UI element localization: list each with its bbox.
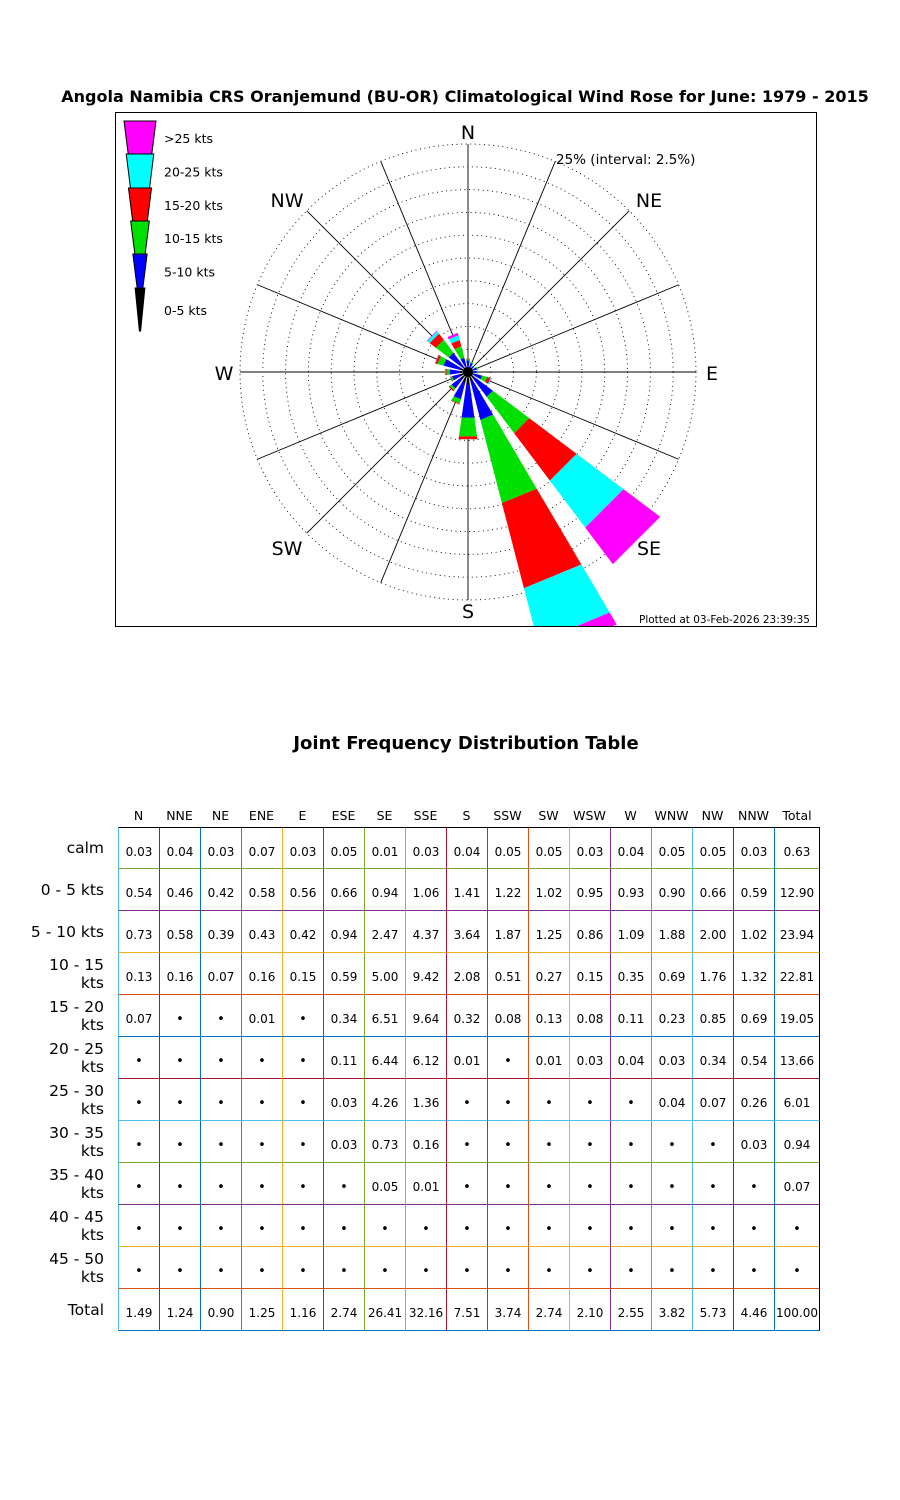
- freq-cell: 5.73: [692, 1289, 733, 1331]
- freq-cell: •: [446, 1163, 487, 1205]
- freq-cell: •: [651, 1205, 692, 1247]
- row-header: 20 - 25 kts: [49, 1040, 104, 1076]
- freq-cell: •: [569, 1079, 610, 1121]
- freq-cell: 0.26: [733, 1079, 774, 1121]
- freq-cell: 0.07: [200, 953, 241, 995]
- freq-cell: 1.25: [528, 911, 569, 953]
- page-title: Angola Namibia CRS Oranjemund (BU-OR) Climatological Wind Rose for June: 1979 - 2015: [61, 87, 869, 106]
- freq-cell: 1.25: [241, 1289, 282, 1331]
- freq-cell: 0.46: [159, 869, 200, 911]
- freq-cell: •: [241, 1163, 282, 1205]
- rose-petal-s: [459, 418, 477, 437]
- freq-cell: •: [282, 1205, 323, 1247]
- compass-label-ne: NE: [635, 190, 663, 212]
- freq-cell: 0.03: [282, 827, 323, 869]
- freq-cell: •: [159, 1163, 200, 1205]
- freq-cell: 0.73: [118, 911, 159, 953]
- freq-cell: 0.35: [610, 953, 651, 995]
- freq-cell: 0.08: [487, 995, 528, 1037]
- freq-cell: 0.07: [774, 1163, 820, 1205]
- freq-cell: •: [200, 995, 241, 1037]
- freq-cell: •: [323, 1205, 364, 1247]
- freq-cell: 100.00: [774, 1289, 820, 1331]
- ring-scale-label: 25% (interval: 2.5%): [556, 152, 696, 168]
- freq-cell: •: [774, 1205, 820, 1247]
- freq-cell: 0.01: [405, 1163, 446, 1205]
- freq-cell: 0.69: [651, 953, 692, 995]
- freq-cell: 0.90: [200, 1289, 241, 1331]
- freq-cell: •: [528, 1121, 569, 1163]
- freq-cell: 3.74: [487, 1289, 528, 1331]
- freq-cell: •: [528, 1205, 569, 1247]
- freq-cell: •: [323, 1247, 364, 1289]
- legend-label-5: 0-5 kts: [164, 303, 208, 318]
- freq-cell: 1.88: [651, 911, 692, 953]
- rose-petal-e: [473, 371, 477, 373]
- freq-cell: •: [118, 1079, 159, 1121]
- freq-cell: 0.03: [651, 1037, 692, 1079]
- freq-cell: 0.03: [200, 827, 241, 869]
- freq-cell: •: [733, 1163, 774, 1205]
- col-header-sw: SW: [538, 808, 559, 823]
- freq-cell: •: [241, 1079, 282, 1121]
- freq-cell: 0.39: [200, 911, 241, 953]
- freq-cell: 0.93: [610, 869, 651, 911]
- freq-cell: 1.49: [118, 1289, 159, 1331]
- freq-cell: 0.66: [323, 869, 364, 911]
- freq-cell: 1.16: [282, 1289, 323, 1331]
- freq-cell: 0.08: [569, 995, 610, 1037]
- freq-cell: •: [241, 1121, 282, 1163]
- freq-cell: 6.44: [364, 1037, 405, 1079]
- joint-frequency-table: [23, 802, 820, 1331]
- freq-cell: •: [282, 1079, 323, 1121]
- freq-cell: •: [282, 1037, 323, 1079]
- freq-cell: 2.00: [692, 911, 733, 953]
- freq-cell: •: [118, 1037, 159, 1079]
- freq-cell: •: [159, 1037, 200, 1079]
- freq-cell: •: [159, 1247, 200, 1289]
- col-header-e: E: [298, 808, 307, 823]
- freq-cell: 0.95: [569, 869, 610, 911]
- freq-cell: 0.13: [528, 995, 569, 1037]
- legend-swatch-4: [133, 254, 147, 288]
- freq-cell: •: [487, 1247, 528, 1289]
- freq-cell: 12.90: [774, 869, 820, 911]
- freq-cell: 1.87: [487, 911, 528, 953]
- freq-cell: •: [692, 1121, 733, 1163]
- freq-cell: 1.09: [610, 911, 651, 953]
- freq-cell: 2.47: [364, 911, 405, 953]
- freq-cell: •: [651, 1163, 692, 1205]
- freq-cell: 2.74: [323, 1289, 364, 1331]
- freq-cell: 0.03: [733, 827, 774, 869]
- row-header: Total: [67, 1301, 104, 1319]
- col-header-ene: ENE: [248, 808, 275, 823]
- freq-cell: •: [364, 1205, 405, 1247]
- row-header: 45 - 50 kts: [49, 1250, 104, 1286]
- freq-cell: •: [487, 1121, 528, 1163]
- freq-cell: •: [446, 1247, 487, 1289]
- freq-cell: •: [241, 1037, 282, 1079]
- freq-cell: 0.66: [692, 869, 733, 911]
- freq-cell: 0.16: [241, 953, 282, 995]
- freq-cell: 2.10: [569, 1289, 610, 1331]
- freq-cell: •: [200, 1247, 241, 1289]
- freq-cell: •: [569, 1163, 610, 1205]
- freq-cell: 0.03: [323, 1121, 364, 1163]
- compass-label-s: S: [461, 601, 475, 623]
- freq-cell: 3.64: [446, 911, 487, 953]
- freq-cell: 0.42: [282, 911, 323, 953]
- freq-cell: 1.41: [446, 869, 487, 911]
- rose-petal-w: [447, 369, 450, 375]
- freq-cell: •: [282, 1247, 323, 1289]
- freq-cell: 0.01: [528, 1037, 569, 1079]
- freq-cell: 0.54: [118, 869, 159, 911]
- legend-swatch-2: [128, 188, 151, 221]
- rose-center-dot: [463, 367, 473, 377]
- freq-cell: 6.12: [405, 1037, 446, 1079]
- freq-cell: •: [405, 1205, 446, 1247]
- legend-label-1: 20-25 kts: [164, 164, 223, 180]
- col-header-nne: NNE: [166, 808, 193, 823]
- freq-cell: 0.58: [241, 869, 282, 911]
- freq-cell: 0.69: [733, 995, 774, 1037]
- freq-cell: 0.34: [692, 1037, 733, 1079]
- freq-cell: •: [692, 1205, 733, 1247]
- freq-cell: •: [774, 1247, 820, 1289]
- freq-cell: •: [159, 1079, 200, 1121]
- freq-cell: 0.94: [774, 1121, 820, 1163]
- freq-cell: •: [241, 1247, 282, 1289]
- freq-cell: •: [118, 1247, 159, 1289]
- freq-cell: 13.66: [774, 1037, 820, 1079]
- freq-cell: 1.02: [528, 869, 569, 911]
- freq-cell: 0.13: [118, 953, 159, 995]
- freq-cell: 0.15: [282, 953, 323, 995]
- freq-cell: •: [528, 1163, 569, 1205]
- freq-cell: 1.22: [487, 869, 528, 911]
- freq-cell: 0.27: [528, 953, 569, 995]
- freq-cell: •: [446, 1079, 487, 1121]
- freq-cell: 0.94: [364, 869, 405, 911]
- freq-cell: 1.76: [692, 953, 733, 995]
- freq-cell: •: [405, 1247, 446, 1289]
- legend-label-3: 10-15 kts: [164, 231, 223, 246]
- compass-label-e: E: [705, 363, 719, 385]
- freq-cell: 0.73: [364, 1121, 405, 1163]
- col-header-wsw: WSW: [573, 808, 606, 823]
- freq-cell: •: [282, 995, 323, 1037]
- row-header: 15 - 20 kts: [49, 998, 104, 1034]
- legend-swatch-1: [126, 154, 154, 188]
- freq-cell: •: [282, 1163, 323, 1205]
- freq-cell: 0.58: [159, 911, 200, 953]
- freq-cell: 0.05: [323, 827, 364, 869]
- legend-swatch-0: [124, 121, 156, 154]
- col-header-w: W: [624, 808, 637, 823]
- freq-cell: 0.07: [692, 1079, 733, 1121]
- freq-cell: 0.07: [118, 995, 159, 1037]
- freq-cell: 0.42: [200, 869, 241, 911]
- freq-cell: 0.16: [405, 1121, 446, 1163]
- row-header: calm: [66, 839, 104, 857]
- freq-cell: •: [569, 1205, 610, 1247]
- freq-cell: 0.03: [733, 1121, 774, 1163]
- freq-cell: 9.42: [405, 953, 446, 995]
- rose-petal-e: [477, 371, 478, 374]
- freq-cell: 0.15: [569, 953, 610, 995]
- legend-label-0: >25 kts: [164, 131, 214, 146]
- freq-cell: •: [118, 1163, 159, 1205]
- freq-cell: 0.03: [323, 1079, 364, 1121]
- compass-label-nw: NW: [270, 190, 304, 212]
- freq-cell: 0.90: [651, 869, 692, 911]
- freq-cell: 0.59: [323, 953, 364, 995]
- freq-cell: 0.05: [651, 827, 692, 869]
- col-header-wnw: WNW: [654, 808, 689, 823]
- freq-cell: 0.86: [569, 911, 610, 953]
- freq-cell: 0.04: [446, 827, 487, 869]
- legend-swatch-3: [131, 221, 150, 254]
- freq-cell: •: [159, 1205, 200, 1247]
- freq-cell: •: [528, 1247, 569, 1289]
- freq-cell: •: [200, 1037, 241, 1079]
- freq-cell: 0.43: [241, 911, 282, 953]
- col-header-ese: ESE: [331, 808, 356, 823]
- freq-cell: •: [200, 1163, 241, 1205]
- freq-cell: •: [610, 1079, 651, 1121]
- freq-cell: •: [569, 1121, 610, 1163]
- col-header-total: Total: [782, 808, 812, 823]
- col-header-ssw: SSW: [493, 808, 522, 823]
- freq-cell: 0.05: [364, 1163, 405, 1205]
- freq-cell: 0.05: [692, 827, 733, 869]
- freq-cell: 0.01: [241, 995, 282, 1037]
- freq-cell: 0.04: [610, 827, 651, 869]
- freq-cell: •: [487, 1163, 528, 1205]
- freq-cell: •: [159, 995, 200, 1037]
- freq-cell: 0.11: [610, 995, 651, 1037]
- freq-cell: 1.24: [159, 1289, 200, 1331]
- freq-cell: •: [610, 1247, 651, 1289]
- freq-cell: 0.07: [241, 827, 282, 869]
- row-header: 40 - 45 kts: [49, 1208, 104, 1244]
- col-header-nnw: NNW: [737, 808, 770, 823]
- freq-cell: 1.02: [733, 911, 774, 953]
- freq-cell: 2.08: [446, 953, 487, 995]
- freq-cell: 4.26: [364, 1079, 405, 1121]
- freq-cell: 3.82: [651, 1289, 692, 1331]
- freq-cell: 1.32: [733, 953, 774, 995]
- legend-label-2: 15-20 kts: [164, 198, 223, 213]
- col-header-se: SE: [376, 808, 393, 823]
- freq-cell: 0.63: [774, 827, 820, 869]
- compass-label-se: SE: [636, 538, 662, 560]
- freq-cell: •: [118, 1205, 159, 1247]
- freq-cell: •: [569, 1247, 610, 1289]
- freq-cell: 7.51: [446, 1289, 487, 1331]
- freq-cell: 4.46: [733, 1289, 774, 1331]
- freq-cell: 23.94: [774, 911, 820, 953]
- freq-cell: •: [528, 1079, 569, 1121]
- rose-petal-s: [459, 436, 478, 439]
- freq-cell: •: [323, 1163, 364, 1205]
- freq-cell: 0.05: [487, 827, 528, 869]
- freq-cell: 22.81: [774, 953, 820, 995]
- freq-cell: •: [241, 1205, 282, 1247]
- freq-cell: •: [651, 1247, 692, 1289]
- freq-cell: •: [733, 1205, 774, 1247]
- rose-petal-w: [450, 369, 460, 374]
- row-header: 5 - 10 kts: [30, 923, 104, 941]
- col-header-sse: SSE: [413, 808, 438, 823]
- freq-cell: 2.74: [528, 1289, 569, 1331]
- freq-cell: •: [200, 1121, 241, 1163]
- freq-cell: 0.59: [733, 869, 774, 911]
- freq-cell: •: [487, 1079, 528, 1121]
- freq-cell: 0.11: [323, 1037, 364, 1079]
- freq-cell: 0.03: [405, 827, 446, 869]
- freq-cell: •: [610, 1121, 651, 1163]
- freq-cell: 0.32: [446, 995, 487, 1037]
- freq-cell: •: [446, 1121, 487, 1163]
- rose-petal-n: [466, 359, 470, 360]
- row-header: 10 - 15 kts: [49, 956, 104, 992]
- freq-cell: 0.85: [692, 995, 733, 1037]
- freq-cell: 9.64: [405, 995, 446, 1037]
- windrose-plot: [115, 112, 817, 627]
- freq-cell: •: [364, 1247, 405, 1289]
- freq-cell: 4.37: [405, 911, 446, 953]
- freq-cell: 0.56: [282, 869, 323, 911]
- freq-cell: •: [651, 1121, 692, 1163]
- legend-swatch-5: [135, 288, 145, 331]
- freq-cell: 0.05: [528, 827, 569, 869]
- col-header-ne: NE: [211, 808, 230, 823]
- compass-label-w: W: [214, 363, 234, 385]
- freq-cell: 0.01: [446, 1037, 487, 1079]
- rose-petal-s: [462, 385, 475, 418]
- plotted-at-label: Plotted at 03-Feb-2026 23:39:35: [638, 614, 810, 626]
- freq-cell: 32.16: [405, 1289, 446, 1331]
- freq-cell: •: [610, 1205, 651, 1247]
- freq-cell: •: [282, 1121, 323, 1163]
- freq-cell: •: [487, 1205, 528, 1247]
- compass-label-sw: SW: [271, 538, 303, 560]
- freq-cell: 1.36: [405, 1079, 446, 1121]
- col-header-nw: NW: [701, 808, 724, 823]
- freq-cell: •: [118, 1121, 159, 1163]
- freq-cell: 5.00: [364, 953, 405, 995]
- row-header: 0 - 5 kts: [40, 881, 104, 899]
- freq-cell: •: [692, 1163, 733, 1205]
- row-header: 25 - 30 kts: [49, 1082, 104, 1118]
- table-title: Joint Frequency Distribution Table: [293, 733, 639, 754]
- rose-petal-n: [466, 359, 470, 360]
- freq-cell: 0.51: [487, 953, 528, 995]
- freq-cell: 0.54: [733, 1037, 774, 1079]
- freq-cell: 0.01: [364, 827, 405, 869]
- col-header-s: S: [462, 808, 471, 823]
- freq-cell: 0.04: [159, 827, 200, 869]
- freq-cell: 0.03: [569, 1037, 610, 1079]
- freq-cell: •: [200, 1205, 241, 1247]
- freq-cell: 1.06: [405, 869, 446, 911]
- freq-cell: 6.01: [774, 1079, 820, 1121]
- freq-cell: 0.94: [323, 911, 364, 953]
- freq-cell: •: [446, 1205, 487, 1247]
- freq-cell: 0.04: [651, 1079, 692, 1121]
- freq-cell: 0.23: [651, 995, 692, 1037]
- freq-cell: 0.34: [323, 995, 364, 1037]
- legend-label-4: 5-10 kts: [164, 264, 215, 280]
- compass-label-n: N: [460, 122, 476, 144]
- rose-petal-w: [446, 369, 447, 375]
- freq-cell: •: [487, 1037, 528, 1079]
- freq-cell: 0.03: [569, 827, 610, 869]
- freq-cell: •: [200, 1079, 241, 1121]
- windrose-svg: [116, 113, 816, 626]
- freq-cell: 0.04: [610, 1037, 651, 1079]
- freq-cell: 0.03: [118, 827, 159, 869]
- row-header: 35 - 40 kts: [49, 1166, 104, 1202]
- row-header: 30 - 35 kts: [49, 1124, 104, 1160]
- freq-cell: 19.05: [774, 995, 820, 1037]
- freq-cell: •: [159, 1121, 200, 1163]
- freq-cell: 26.41: [364, 1289, 405, 1331]
- col-header-n: N: [133, 808, 144, 823]
- freq-cell: •: [733, 1247, 774, 1289]
- freq-cell: •: [692, 1247, 733, 1289]
- freq-cell: 0.16: [159, 953, 200, 995]
- freq-cell: 6.51: [364, 995, 405, 1037]
- freq-cell: •: [610, 1163, 651, 1205]
- freq-cell: 2.55: [610, 1289, 651, 1331]
- rose-petal-n: [466, 361, 469, 368]
